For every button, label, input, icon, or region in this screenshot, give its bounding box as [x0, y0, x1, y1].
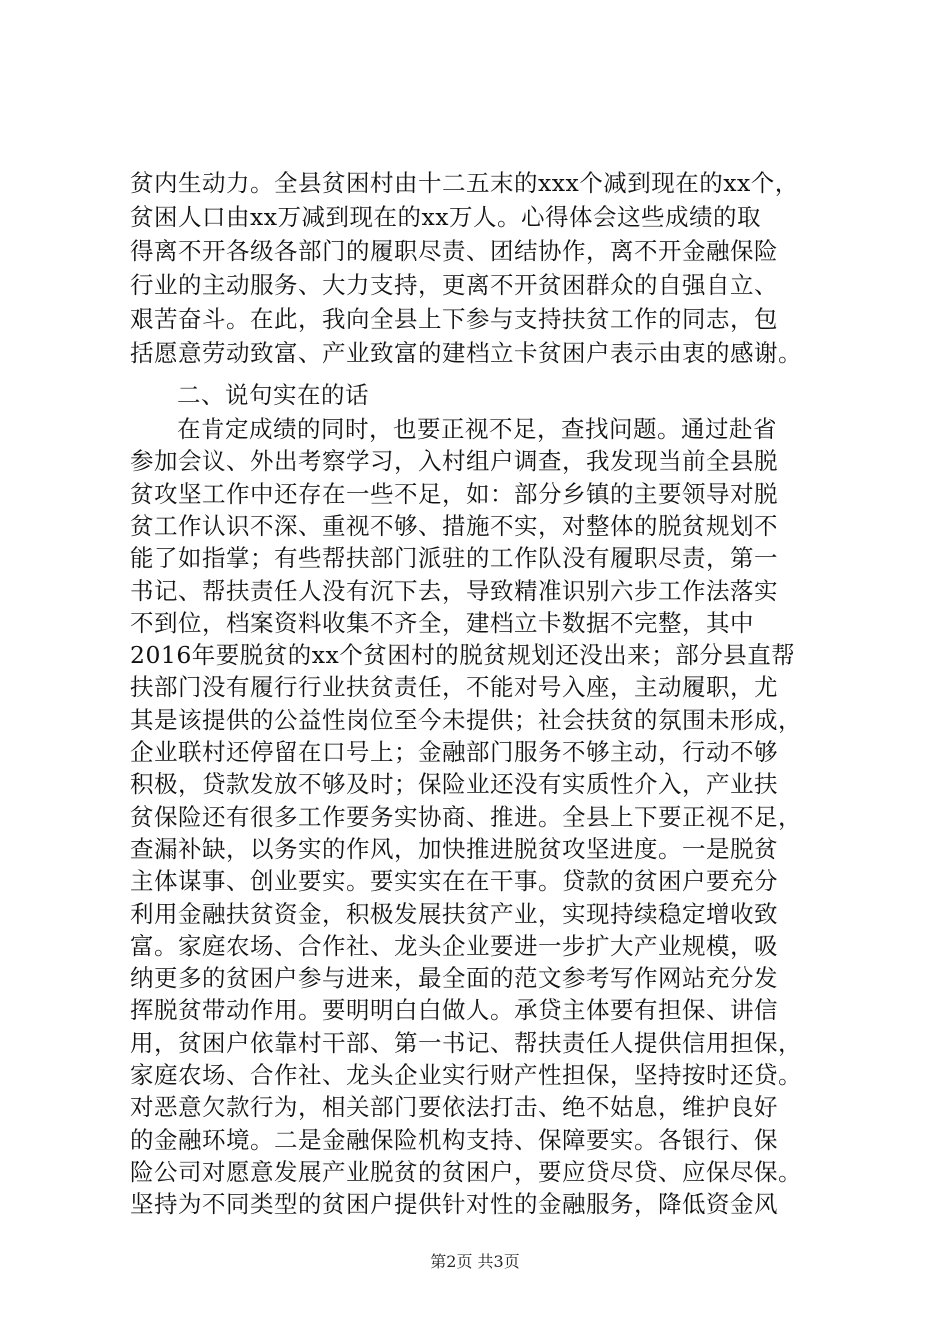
section-heading: 二、说句实在的话 — [177, 381, 369, 409]
body-text-line: 得离不开各级各部门的履职尽责、团结协作，离不开金融保险 — [130, 237, 778, 265]
body-text-line: 对恶意欠款行为，相关部门要依法打击、绝不姑息，维护良好 — [130, 1093, 778, 1122]
body-text-line: 在肯定成绩的同时，也要正视不足，查找问题。通过赴省 — [177, 415, 777, 443]
body-text-line: 括愿意劳动致富、产业致富的建档立卡贫困户表示由衷的感谢。 — [130, 339, 802, 367]
body-text-line: 纳更多的贫困户参与进来，最全面的范文参考写作网站充分发 — [130, 964, 778, 993]
body-text-line: 其是该提供的公益性岗位至今未提供；社会扶贫的氛围未形成， — [130, 705, 802, 734]
body-text-line: 贫工作认识不深、重视不够、措施不实，对整体的脱贫规划不 — [130, 511, 778, 540]
body-text-line: 贫内生动力。全县贫困村由十二五末的xxx个减到现在的xx个， — [130, 169, 799, 197]
body-text-line: 富。家庭农场、合作社、龙头企业要进一步扩大产业规模，吸 — [130, 931, 778, 960]
body-text-line: 不到位，档案资料收集不齐全，建档立卡数据不完整，其中 — [130, 608, 754, 637]
body-text-line: 查漏补缺，以务实的作风，加快推进脱贫攻坚进度。一是脱贫 — [130, 834, 778, 863]
body-text-line: 贫困人口由xx万减到现在的xx万人。心得体会这些成绩的取 — [130, 203, 762, 231]
body-text-line: 参加会议、外出考察学习，入村组户调查，我发现当前全县脱 — [130, 447, 778, 476]
body-text-line: 的金融环境。二是金融保险机构支持、保障要实。各银行、保 — [130, 1125, 778, 1154]
body-text-line: 家庭农场、合作社、龙头企业实行财产性担保，坚持按时还贷。 — [130, 1061, 802, 1089]
page-footer: 第2页 共3页 — [430, 1252, 520, 1272]
body-text-line: 坚持为不同类型的贫困户提供针对性的金融服务，降低资金风 — [130, 1190, 778, 1219]
body-text-line: 贫攻坚工作中还存在一些不足，如：部分乡镇的主要领导对脱 — [130, 479, 778, 508]
body-text-line: 主体谋事、创业要实。要实实在在干事。贷款的贫困户要充分 — [130, 867, 778, 896]
body-text-line: 书记、帮扶责任人没有沉下去，导致精准识别六步工作法落实 — [130, 576, 778, 605]
body-text-line: 利用金融扶贫资金，积极发展扶贫产业，实现持续稳定增收致 — [130, 899, 778, 928]
body-text-line: 挥脱贫带动作用。要明明白白做人。承贷主体要有担保、讲信 — [130, 996, 778, 1025]
body-text-line: 贫保险还有很多工作要务实协商、推进。全县上下要正视不足， — [130, 802, 802, 831]
body-text-line: 用，贫困户依靠村干部、第一书记、帮扶责任人提供信用担保， — [130, 1028, 802, 1057]
body-text-line: 行业的主动服务、大力支持，更离不开贫困群众的自强自立、 — [130, 271, 778, 299]
body-text-line: 扶部门没有履行行业扶贫责任，不能对号入座，主动履职，尤 — [130, 673, 778, 702]
body-text-line: 险公司对愿意发展产业脱贫的贫困户，要应贷尽贷、应保尽保。 — [130, 1157, 802, 1186]
body-text-line: 能了如指掌；有些帮扶部门派驻的工作队没有履职尽责，第一 — [130, 544, 778, 573]
body-text-line: 企业联村还停留在口号上；金融部门服务不够主动，行动不够 — [130, 738, 778, 766]
body-text-line: 艰苦奋斗。在此，我向全县上下参与支持扶贫工作的同志，包 — [130, 305, 778, 333]
body-text-line: 积极，贷款发放不够及时；保险业还没有实质性介入，产业扶 — [130, 770, 778, 799]
body-text-line: 2016年要脱贫的xx个贫困村的脱贫规划还没出来；部分县直帮 — [130, 641, 796, 670]
